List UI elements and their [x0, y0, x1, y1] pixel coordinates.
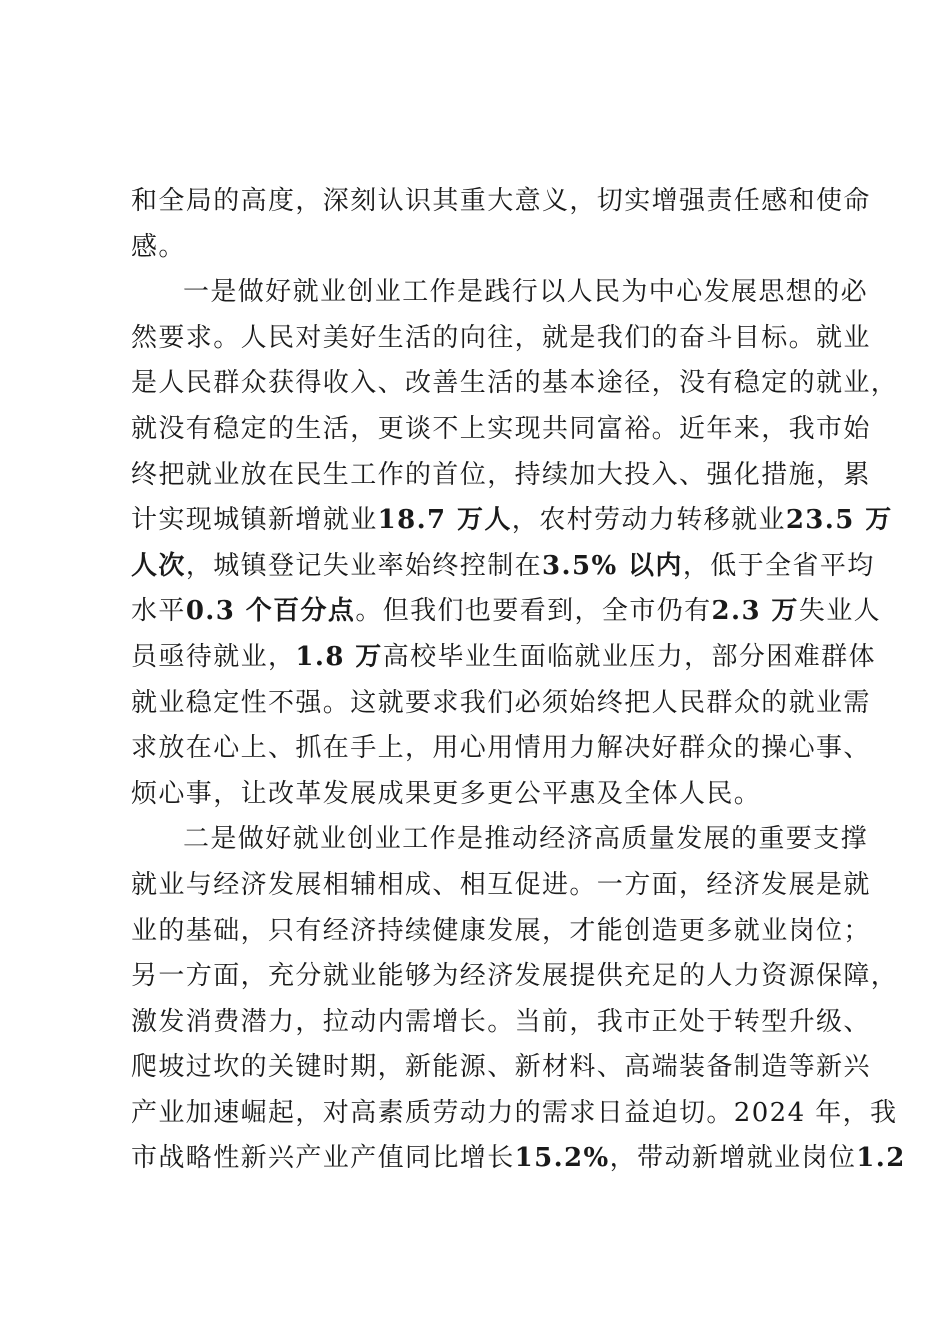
- body-line-7: [131, 453, 871, 499]
- line-text: 然要求。人民对美好生活的向往，就是我们的奋斗目标。就业: [131, 322, 871, 353]
- body-line-13: [131, 726, 871, 772]
- body-line-14: [131, 772, 831, 818]
- line-text: 失业人: [798, 596, 882, 627]
- body-line-2: [131, 225, 831, 271]
- line-text: ，低于全省平均: [682, 550, 875, 581]
- document-body: [131, 179, 906, 1182]
- body-line-9: [131, 544, 875, 590]
- stat-highlight: 15.2%: [514, 1143, 610, 1174]
- line-text: 就业与经济发展相辅相成、相互促进。一方面，经济发展是就: [131, 869, 871, 900]
- body-line-10: [131, 589, 882, 635]
- line-text: 员亟待就业，: [131, 641, 296, 672]
- line-text: 二是做好就业创业工作是推动经济高质量发展的重要支撑: [183, 824, 869, 855]
- paragraph-two-first-line: [131, 817, 869, 863]
- line-text: 高校毕业生面临就业压力，部分困难群体: [382, 641, 876, 672]
- body-line-1: [131, 179, 871, 225]
- body-line-4: [131, 316, 871, 362]
- body-line-11: [131, 635, 876, 681]
- line-text: 是人民群众获得收入、改善生活的基本途径，没有稳定的就业，: [131, 368, 899, 399]
- line-text: ，城镇登记失业率始终控制在: [185, 550, 543, 581]
- body-line-5: [131, 361, 899, 407]
- body-line-17: [131, 909, 871, 955]
- body-line-18: [131, 954, 899, 1000]
- line-text: 求放在心上、抓在手上，用心用情用力解决好群众的操心事、: [131, 733, 871, 764]
- line-text: 和全局的高度，深刻认识其重大意义，切实增强责任感和使命: [131, 186, 871, 216]
- stat-highlight: 人次: [131, 550, 186, 581]
- line-text: 计实现城镇新增就业: [131, 505, 378, 536]
- line-text: ，农村劳动力转移就业: [511, 505, 786, 536]
- stat-highlight: 2.3 万: [711, 596, 799, 627]
- line-text: 激发消费潜力，拉动内需增长。当前，我市正处于转型升级、: [131, 1006, 871, 1037]
- body-line-21: [131, 1091, 898, 1137]
- line-text: 水平: [131, 596, 186, 627]
- line-text: 终把就业放在民生工作的首位，持续加大投入、强化措施，累: [131, 459, 871, 490]
- line-text: 。但我们也要看到，全市仍有: [355, 596, 712, 627]
- line-text: 爬坡过坎的关键时期，新能源、新材料、高端装备制造等新兴: [131, 1052, 871, 1083]
- body-line-6: [131, 407, 871, 453]
- body-line-16: [131, 863, 871, 909]
- line-text: 就没有稳定的生活，更谈不上实现共同富裕。近年来，我市始: [131, 413, 871, 444]
- line-text: 市战略性新兴产业产值同比增长: [131, 1143, 515, 1174]
- line-text: 感。: [131, 231, 186, 262]
- line-text: 烦心事，让改革发展成果更多更公平惠及全体人民。: [131, 778, 762, 809]
- stat-highlight: 1.2: [856, 1143, 906, 1174]
- line-text: 另一方面，充分就业能够为经济发展提供充足的人力资源保障，: [131, 961, 899, 992]
- body-line-22: [131, 1136, 906, 1182]
- line-text: 一是做好就业创业工作是践行以人民为中心发展思想的必: [183, 277, 869, 308]
- line-text: 就业稳定性不强。这就要求我们必须始终把人民群众的就业需: [131, 687, 871, 718]
- line-text: 业的基础，只有经济持续健康发展，才能创造更多就业岗位；: [131, 915, 871, 946]
- stat-highlight: 1.8 万: [295, 641, 383, 672]
- stat-highlight: 0.3 个百分点: [185, 596, 356, 627]
- line-text: 产业加速崛起，对高素质劳动力的需求日益迫切。2024 年，我: [131, 1097, 898, 1128]
- stat-highlight: 23.5 万: [785, 505, 893, 536]
- stat-highlight: 18.7 万人: [377, 505, 512, 536]
- stat-highlight: 3.5% 以内: [542, 550, 683, 581]
- paragraph-one-first-line: [131, 270, 869, 316]
- body-line-12: [131, 681, 871, 727]
- body-line-20: [131, 1045, 871, 1091]
- body-line-19: [131, 1000, 871, 1046]
- line-text: ，带动新增就业岗位: [609, 1143, 857, 1174]
- body-line-8: [131, 498, 893, 544]
